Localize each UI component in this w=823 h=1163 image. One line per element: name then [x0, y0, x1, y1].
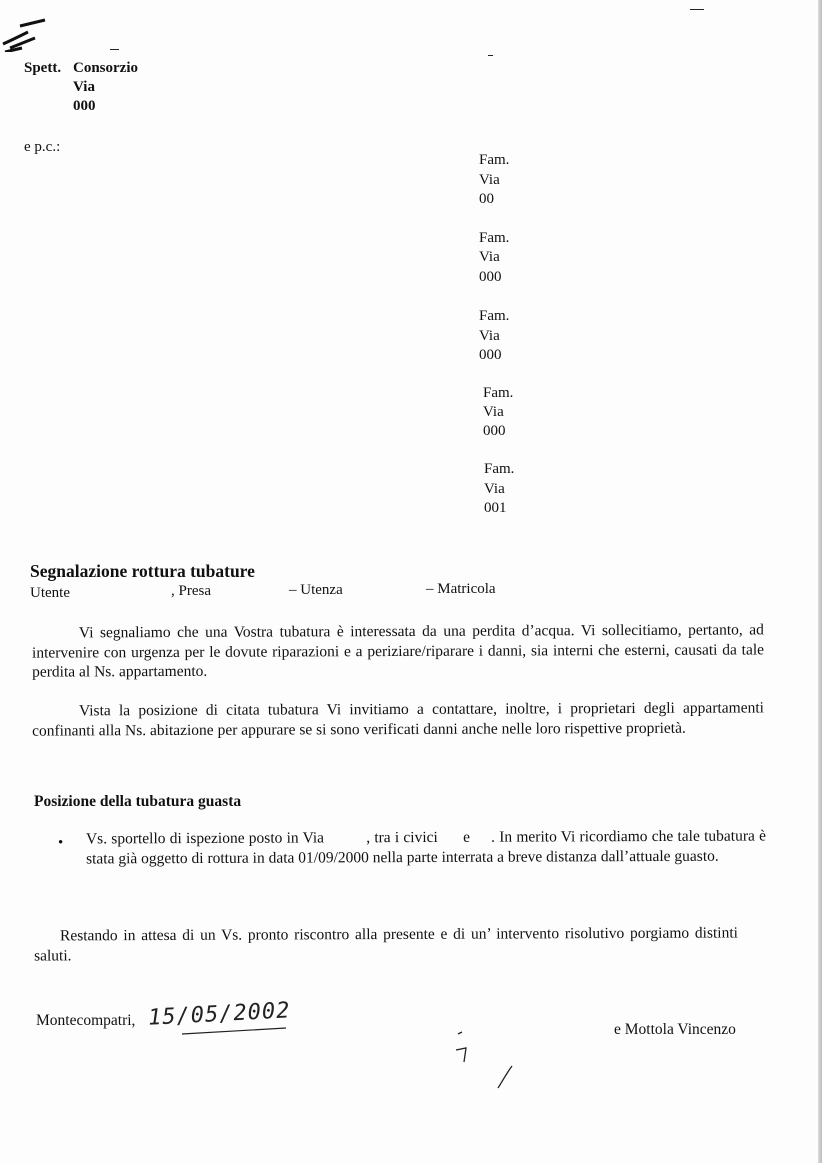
- cc-family-name: Fam.: [483, 385, 514, 401]
- subject-utenza-label: – Utenza: [289, 582, 343, 598]
- body-paragraph-1: Vi segnaliamo che una Vostra tubatura è interessata da una perdita d’acqua. Vi sollecitiamo, pertanto, ad intervenire con urgenza per le dovute riparazioni e a periziare/riparare i danni, sia interni che esterni, causati da tale perdita al Ns. appartamento.: [31, 621, 765, 681]
- place-label: Montecompatri,: [36, 1012, 136, 1029]
- cc-family-name: Fam.: [479, 230, 510, 246]
- scan-right-edge: [818, 0, 822, 1163]
- signatory-name: e Mottola Vincenzo: [614, 1021, 736, 1038]
- subject-presa-label: , Presa: [171, 583, 211, 599]
- cc-family-postcode: 00: [479, 191, 494, 207]
- subject-matricola-label: – Matricola: [426, 581, 496, 597]
- scan-speck: [110, 49, 119, 50]
- cc-family-postcode: 000: [479, 269, 502, 285]
- cc-family-postcode: 001: [484, 500, 507, 516]
- cc-family-name: Fam.: [479, 152, 510, 168]
- cc-family-street: Via: [479, 328, 500, 344]
- cc-family-postcode: 000: [483, 423, 506, 439]
- handwritten-date: 15/05/2002: [147, 998, 292, 1031]
- body-paragraph-2: Vista la posizione di citata tubatura Vi invitiamo a contattare, inoltre, i proprietari degli appartamenti confinanti alla Ns. abitazione per appurare se si sono verificati danni anche nelle loro rispettive proprietà.: [32, 699, 764, 740]
- cc-family-street: Via: [484, 481, 505, 497]
- cc-family-street: Via: [483, 404, 504, 420]
- subject-title: Segnalazione rottura tubature: [30, 561, 255, 581]
- subject-utente-label: Utente: [30, 585, 70, 601]
- recipient-prefix: Spett.: [24, 60, 62, 76]
- closing-paragraph: Restando in attesa di un Vs. pronto riscontro alla presente e di un’ intervento risolutivo porgiamo distinti saluti.: [34, 924, 738, 965]
- scan-mark-graphic: [0, 18, 50, 52]
- recipient-street: Via: [73, 79, 95, 95]
- cc-family-postcode: 000: [479, 347, 502, 363]
- recipient-postcode: 000: [73, 98, 96, 114]
- scan-speck: [488, 55, 493, 56]
- cc-family-name: Fam.: [479, 308, 510, 324]
- cc-family-street: Via: [479, 172, 500, 188]
- bullet-marker: •: [58, 835, 64, 851]
- signature-scribble: [448, 1028, 528, 1090]
- position-section-heading: Posizione della tubatura guasta: [34, 793, 242, 810]
- bullet-text: Vs. sportello di ispezione posto in Via , tra i civici e . In merito Vi ricordiamo che tale tubatura è stata già oggetto di rottura in data 01/09/2000 nella parte interrata a breve distanza dall’attuale guasto.: [85, 827, 770, 867]
- scan-speck: [690, 9, 704, 10]
- cc-family-street: Via: [479, 249, 500, 265]
- cc-family-name: Fam.: [484, 461, 515, 477]
- cc-label: e p.c.:: [24, 139, 61, 155]
- recipient-name: Consorzio: [73, 60, 138, 76]
- date-underline-stroke: [180, 1024, 290, 1038]
